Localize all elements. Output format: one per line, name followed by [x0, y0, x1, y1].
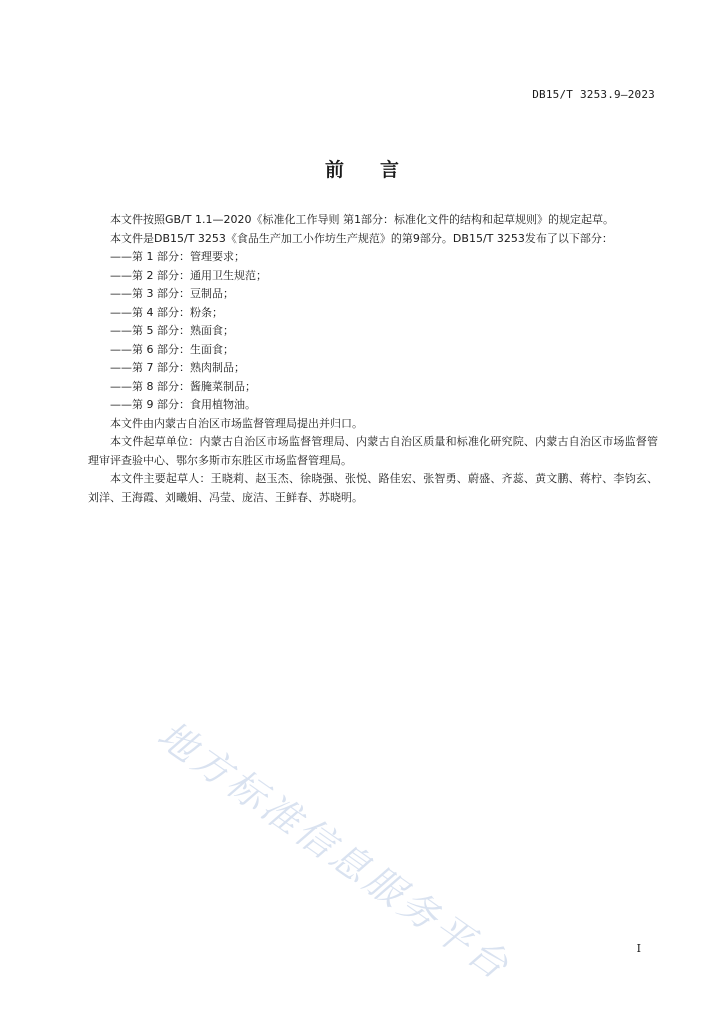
paragraph-drafters: 本文件主要起草人：王晓莉、赵玉杰、徐晓强、张悦、路佳宏、张智勇、蔚盛、齐蕊、黄文鹏、蒋柠、李钧玄、刘洋、王海霞、刘曦娟、冯莹、庞洁、王鲜春、苏晓明。 [88, 472, 658, 504]
list-item: ——第 6 部分：生面食； [110, 342, 234, 356]
list-item: ——第 8 部分：酱腌菜制品； [110, 379, 256, 393]
paragraph-drafting-units: 本文件起草单位：内蒙古自治区市场监督管理局、内蒙古自治区质量和标准化研究院、内蒙古自治区市场监督管理审评查验中心、鄂尔多斯市东胜区市场监督管理局。 [88, 435, 658, 467]
page-title: 前言 [324, 159, 435, 181]
paragraph-proposer: 本文件由内蒙古自治区市场监督管理局提出并归口。 [110, 416, 363, 430]
watermark: 地方标准信息服务平台 [149, 712, 519, 990]
list-item: ——第 7 部分：熟肉制品； [110, 361, 245, 374]
list-item: ——第 4 部分：粉条； [110, 305, 223, 319]
paragraph-drafting-basis: 本文件按照GB/T 1.1—2020《标准化工作导则 第1部分：标准化文件的结构和起草规则》的规定起草。 [110, 213, 614, 226]
document-code: DB15/T 3253.9—2023 [532, 88, 655, 101]
list-item: ——第 1 部分：管理要求； [110, 250, 245, 263]
list-item: ——第 5 部分：熟面食； [110, 324, 234, 337]
list-item: ——第 3 部分：豆制品； [110, 287, 234, 300]
paragraph-series-intro: 本文件是DB15/T 3253《食品生产加工小作坊生产规范》的第9部分。DB15/T 3253发布了以下部分： [110, 231, 613, 245]
page-number: I [636, 942, 641, 955]
foreword-body [88, 211, 658, 507]
parts-list [88, 248, 658, 415]
list-item: ——第 9 部分：食用植物油。 [110, 398, 256, 411]
list-item: ——第 2 部分：通用卫生规范； [110, 268, 267, 282]
